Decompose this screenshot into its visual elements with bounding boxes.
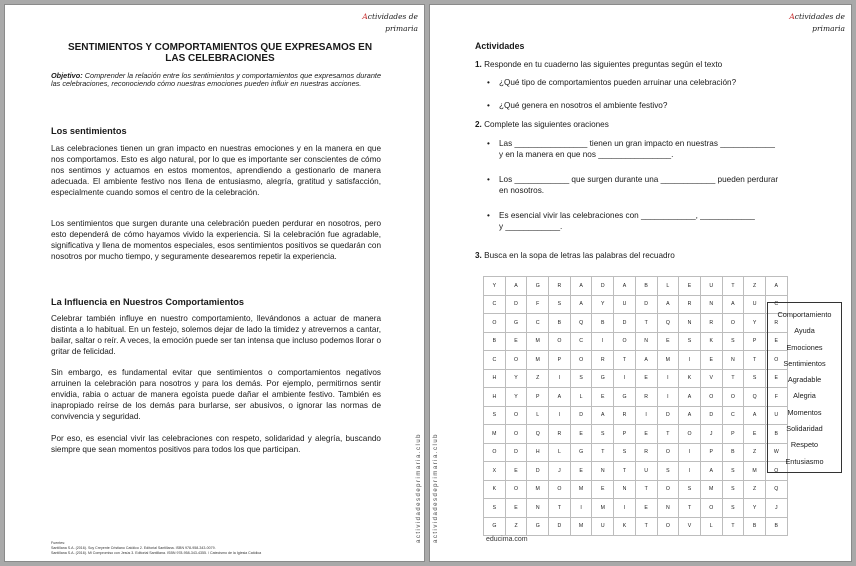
grid-cell: W	[765, 443, 787, 462]
grid-cell: T	[679, 499, 701, 518]
grid-cell: P	[700, 443, 722, 462]
grid-cell: V	[679, 517, 701, 536]
grid-cell: L	[700, 517, 722, 536]
grid-cell: H	[484, 369, 506, 388]
grid-cell: B	[765, 517, 787, 536]
grid-cell: Q	[657, 314, 679, 333]
brand-line-1: Actividades de	[789, 12, 845, 21]
word-search-grid	[483, 276, 788, 536]
word-list	[768, 303, 841, 470]
grid-cell: A	[765, 277, 787, 296]
grid-cell: O	[570, 351, 592, 370]
grid-cell: O	[614, 332, 636, 351]
grid-cell: O	[765, 351, 787, 370]
grid-cell: O	[505, 480, 527, 499]
grid-cell: K	[614, 517, 636, 536]
grid-source-label: educima.com	[486, 536, 528, 543]
grid-cell: E	[505, 332, 527, 351]
grid-cell: M	[657, 351, 679, 370]
grid-cell: S	[484, 499, 506, 518]
grid-cell: T	[635, 480, 657, 499]
question-2-item-continuation: y ____________.	[499, 222, 563, 231]
brand-line-2: primaria	[385, 24, 418, 33]
grid-cell: A	[679, 406, 701, 425]
grid-cell: O	[700, 499, 722, 518]
grid-cell: Q	[765, 480, 787, 499]
word-list-item: Comportamiento	[777, 310, 832, 319]
grid-cell: E	[592, 480, 614, 499]
grid-cell: A	[700, 462, 722, 481]
grid-cell: N	[679, 314, 701, 333]
grid-cell: T	[614, 351, 636, 370]
grid-cell: B	[765, 425, 787, 444]
grid-cell: M	[700, 480, 722, 499]
grid-cell: E	[679, 277, 701, 296]
grid-cell: Z	[505, 517, 527, 536]
grid-cell: O	[765, 462, 787, 481]
grid-row	[484, 295, 788, 314]
grid-cell: A	[592, 406, 614, 425]
grid-cell: I	[549, 406, 571, 425]
grid-cell: R	[635, 388, 657, 407]
grid-cell: R	[549, 277, 571, 296]
grid-cell: D	[505, 443, 527, 462]
grid-cell: O	[722, 388, 744, 407]
grid-cell: F	[527, 295, 549, 314]
grid-cell: U	[614, 295, 636, 314]
grid-cell: R	[635, 443, 657, 462]
grid-cell: P	[722, 425, 744, 444]
grid-cell: Y	[744, 499, 766, 518]
question-3: 3. Busca en la sopa de letras las palabras del recuadro	[475, 251, 675, 260]
grid-cell: A	[614, 277, 636, 296]
grid-cell: O	[505, 406, 527, 425]
grid-cell: E	[635, 425, 657, 444]
grid-cell: T	[722, 517, 744, 536]
grid-cell: O	[505, 425, 527, 444]
grid-cell: A	[635, 351, 657, 370]
left-page	[4, 4, 425, 562]
word-list-box	[767, 302, 842, 473]
grid-cell: U	[744, 295, 766, 314]
grid-cell: Q	[570, 314, 592, 333]
right-page: Actividades de primaria actividadesdeprimaria.club Actividades 1. Responde en tu cuaderno las siguientes preguntas según el texto • ¿Qué tipo de comportamientos pueden arruinar una celebración? • ¿Qué genera en nosotros el ambiente festivo? 2. Complete las siguientes oraciones • Las ________________ tienen un gran impacto en nuestras ____________ y en la manera en que nos ________________. • Los ____________ que surgen durante una ____________ pueden perdurar en nosotros. • Es esencial vivir las celebraciones con ____________, ____________ y ____________. 3. Busca en la sopa de letras las palabras del recuadro Y A G R A D A B L E U T Z A C D F S A Y U D A R N A U C O G C B Q B D T Q N R O Y R B E M O C I O N E S K S P E C O M P O R T A M I E N T O H Y Z I S G I E I K V T S E H Y P A L E G R I A O O Q F S O L I D A R I D A D C A U M O Q R E S P E T O J P E B O D H L G T S R O I P B Z W X E D J E N T U S I A S M O K O M O M E N T O S M S Z Q S E N T I M I E N T O S Y J G Z G D M U K T O V L T B B educima.com Comportamiento Ayuda Emociones Sentimientos Agradable Alegria Momentos Solidaridad Respeto Entusiasmo	[429, 4, 852, 562]
grid-cell: H	[484, 388, 506, 407]
grid-cell: G	[592, 369, 614, 388]
grid-cell: A	[505, 277, 527, 296]
grid-cell: A	[744, 406, 766, 425]
grid-cell: I	[657, 388, 679, 407]
grid-cell: O	[549, 480, 571, 499]
grid-cell: A	[549, 388, 571, 407]
grid-cell: I	[570, 499, 592, 518]
grid-cell: T	[657, 425, 679, 444]
grid-cell: I	[657, 369, 679, 388]
grid-cell: L	[527, 406, 549, 425]
grid-cell: R	[679, 295, 701, 314]
grid-cell: S	[722, 480, 744, 499]
objective	[51, 72, 381, 89]
grid-cell: S	[484, 406, 506, 425]
grid-row	[484, 314, 788, 333]
grid-cell: Y	[592, 295, 614, 314]
grid-cell: A	[657, 295, 679, 314]
grid-cell: I	[679, 351, 701, 370]
grid-cell: S	[722, 499, 744, 518]
word-list-item: Solidaridad	[786, 424, 823, 434]
objective-text: Comprender la relación entre los sentimientos y comportamientos que expresamos durante las celebraciones, reconociendo cómo nuestras emociones pueden influir en nuestras acciones.	[51, 71, 381, 89]
paragraph: Por eso, es esencial vivir las celebraciones con respeto, solidaridad y alegría, buscando siempre que sean momentos positivos para todos los que participan.	[51, 434, 381, 454]
grid-row	[484, 351, 788, 370]
grid-cell: D	[592, 277, 614, 296]
word-list-item: Momentos	[787, 407, 822, 417]
grid-row	[484, 499, 788, 518]
grid-row	[484, 388, 788, 407]
grid-row	[484, 443, 788, 462]
grid-cell: T	[722, 369, 744, 388]
grid-cell: O	[484, 314, 506, 333]
grid-cell: E	[570, 462, 592, 481]
grid-cell: U	[592, 517, 614, 536]
grid-cell: P	[614, 425, 636, 444]
grid-cell: G	[570, 443, 592, 462]
grid-cell: C	[527, 314, 549, 333]
grid-cell: M	[570, 517, 592, 536]
grid-row	[484, 369, 788, 388]
grid-cell: Y	[505, 369, 527, 388]
paragraph: Los sentimientos que surgen durante una celebración pueden perdurar en nosotros, pero esto dependerá de cómo hayamos vivido la experiencia. Si la celebración fue agradable, significativa y llena de momentos especiales, esos sentimientos positivos se quedarán con nosotros por mucho tiempo, y seguramente desearemos repetir la experiencia.	[51, 219, 381, 261]
grid-cell: G	[527, 277, 549, 296]
grid-cell: E	[635, 499, 657, 518]
grid-cell: E	[744, 425, 766, 444]
grid-cell: C	[484, 295, 506, 314]
grid-cell: F	[765, 388, 787, 407]
grid-cell: E	[570, 425, 592, 444]
brand-logo	[785, 11, 845, 35]
brand-line-2: primaria	[812, 24, 845, 33]
question-2-item-continuation: en nosotros.	[499, 186, 545, 195]
grid-cell: E	[505, 462, 527, 481]
grid-cell: M	[527, 351, 549, 370]
document-title: SENTIMIENTOS Y COMPORTAMIENTOS QUE EXPRESAMOS EN LAS CELEBRACIONES	[67, 42, 373, 64]
grid-cell: G	[614, 388, 636, 407]
grid-cell: P	[527, 388, 549, 407]
grid-cell: S	[614, 443, 636, 462]
grid-cell: T	[744, 351, 766, 370]
word-list-item: Entusiasmo	[785, 456, 824, 466]
grid-cell: E	[700, 351, 722, 370]
grid-cell: E	[765, 332, 787, 351]
grid-cell: S	[679, 332, 701, 351]
grid-cell: O	[657, 443, 679, 462]
grid-cell: I	[592, 332, 614, 351]
grid-cell: D	[549, 517, 571, 536]
vertical-site-text: actividadesdeprimaria.club	[433, 432, 440, 544]
source-line: Santillana S.A. (2016). Soy Creyente Cristiano Católico 2. Editorial Santillana. ISBN 978-958-343-0079.	[51, 546, 216, 550]
grid-cell: O	[722, 314, 744, 333]
grid-cell: L	[549, 443, 571, 462]
grid-cell: N	[527, 499, 549, 518]
grid-cell: N	[592, 462, 614, 481]
grid-cell: Q	[744, 388, 766, 407]
grid-cell: D	[657, 406, 679, 425]
grid-cell: S	[592, 425, 614, 444]
grid-cell: M	[527, 332, 549, 351]
grid-cell: S	[657, 462, 679, 481]
grid-cell: N	[700, 295, 722, 314]
grid-cell: U	[765, 406, 787, 425]
grid-cell: S	[570, 369, 592, 388]
grid-cell: D	[700, 406, 722, 425]
brand-line-1: Actividades de	[362, 12, 418, 21]
grid-cell: B	[744, 517, 766, 536]
grid-row	[484, 406, 788, 425]
grid-cell: O	[679, 425, 701, 444]
paragraph: Sin embargo, es fundamental evitar que sentimientos o comportamientos negativos arruinen la celebración para nosotros y para los demás. Por ejemplo, permitirnos sentir envidia, rabia o actuar de manera egoísta puede dañar el ambiente festivo. También es inapropiado reírse de los demás para burlarse, ser abusivos, o ignorar las normas de convivencia y seguridad.	[51, 368, 381, 421]
paragraph: Celebrar también influye en nuestro comportamiento, llevándonos a actuar de manera distinta a lo habitual. En un festejo, solemos dejar de lado la timidez y atrevernos a cantar, bailar, saltar o reír. A veces, la emoción puede ser tan intensa que incluso podemos llorar o gritar de felicidad.	[51, 314, 381, 356]
grid-cell: V	[700, 369, 722, 388]
grid-cell: E	[765, 369, 787, 388]
grid-cell: R	[549, 425, 571, 444]
paragraph: Las celebraciones tienen un gran impacto en nuestras emociones y en la manera en que nos comportamos. Esto es algo natural, por lo que es importante ser conscientes de cómo nos sentimos y actuamos en estos momentos, aprendiendo a gestionarlo de manera adecuada. El ambiente festivo nos llena de entusiasmo, alegría, gratitud y satisfacción, especialmente cuando somos el centro de la celebración.	[51, 144, 381, 197]
grid-cell: C	[484, 351, 506, 370]
grid-cell: A	[679, 388, 701, 407]
grid-cell: B	[635, 277, 657, 296]
grid-cell: M	[484, 425, 506, 444]
grid-cell: B	[549, 314, 571, 333]
grid-cell: R	[765, 314, 787, 333]
grid-cell: I	[679, 462, 701, 481]
grid-cell: O	[700, 388, 722, 407]
grid-cell: R	[614, 406, 636, 425]
grid-cell: G	[527, 517, 549, 536]
grid-cell: O	[505, 351, 527, 370]
word-list-item: Emociones	[786, 342, 823, 352]
grid-cell: O	[549, 332, 571, 351]
objective-label: Objetivo:	[51, 71, 83, 80]
grid-row	[484, 480, 788, 499]
grid-cell: B	[592, 314, 614, 333]
grid-cell: C	[765, 295, 787, 314]
grid-cell: D	[635, 295, 657, 314]
question-1: 1. Responde en tu cuaderno las siguientes preguntas según el texto	[475, 60, 723, 69]
grid-cell: U	[700, 277, 722, 296]
grid-cell: L	[570, 388, 592, 407]
grid-cell: B	[484, 332, 506, 351]
grid-cell: C	[722, 406, 744, 425]
grid-cell: J	[549, 462, 571, 481]
grid-cell: I	[614, 499, 636, 518]
grid-cell: O	[657, 480, 679, 499]
grid-cell: Z	[744, 480, 766, 499]
sources-footnote	[51, 541, 381, 556]
grid-cell: O	[657, 517, 679, 536]
vertical-site-text: actividadesdeprimaria.club	[416, 432, 423, 544]
grid-cell: O	[484, 443, 506, 462]
grid-cell: I	[549, 369, 571, 388]
grid-cell: I	[614, 369, 636, 388]
grid-cell: M	[592, 499, 614, 518]
grid-cell: S	[549, 295, 571, 314]
grid-cell: A	[722, 295, 744, 314]
grid-cell: Y	[484, 277, 506, 296]
grid-cell: A	[570, 277, 592, 296]
word-list-item: Ayuda	[794, 326, 815, 336]
grid-cell: S	[722, 462, 744, 481]
question-2: 2. Complete las siguientes oraciones	[475, 120, 609, 129]
grid-cell: K	[700, 332, 722, 351]
grid-cell: M	[527, 480, 549, 499]
source-line: Santillana S.A. (2016). Mi Compromiso con Jesús 3. Editorial Santillana. ISBN 978-958-343-4355. / Catecismo de la Iglesia Católica	[51, 551, 262, 555]
grid-row	[484, 332, 788, 351]
grid-cell: I	[679, 443, 701, 462]
grid-cell: E	[592, 388, 614, 407]
grid-cell: E	[635, 369, 657, 388]
grid-cell: H	[527, 443, 549, 462]
grid-cell: T	[722, 277, 744, 296]
grid-cell: T	[635, 314, 657, 333]
grid-cell: G	[505, 314, 527, 333]
grid-cell: E	[657, 332, 679, 351]
sources-label: Fuentes:	[51, 541, 65, 545]
grid-cell: G	[484, 517, 506, 536]
grid-cell: Z	[744, 443, 766, 462]
grid-row	[484, 517, 788, 536]
grid-cell: R	[592, 351, 614, 370]
section-heading-sentimientos: Los sentimientos	[51, 126, 127, 136]
grid-cell: P	[744, 332, 766, 351]
grid-row	[484, 462, 788, 481]
grid-cell: T	[614, 462, 636, 481]
grid-cell: Y	[744, 314, 766, 333]
grid-row	[484, 425, 788, 444]
grid-cell: N	[722, 351, 744, 370]
activities-title: Actividades	[475, 41, 525, 51]
grid-cell: D	[570, 406, 592, 425]
grid-cell: N	[657, 499, 679, 518]
grid-cell: B	[722, 443, 744, 462]
grid-cell: K	[484, 480, 506, 499]
word-list-item: Alegria	[793, 391, 816, 401]
question-2-item-continuation: y en la manera en que nos ________________.	[499, 150, 674, 159]
grid-row	[484, 277, 788, 296]
grid-cell: X	[484, 462, 506, 481]
brand-logo	[358, 11, 418, 35]
word-list-item: Agradable	[787, 375, 822, 385]
grid-cell: J	[765, 499, 787, 518]
grid-cell: K	[679, 369, 701, 388]
grid-cell: D	[614, 314, 636, 333]
grid-cell: U	[635, 462, 657, 481]
grid-cell: M	[744, 462, 766, 481]
grid-cell: Q	[527, 425, 549, 444]
grid-cell: P	[549, 351, 571, 370]
grid-cell: D	[527, 462, 549, 481]
grid-cell: Z	[527, 369, 549, 388]
section-heading-influencia: La Influencia en Nuestros Comportamientos	[51, 297, 244, 307]
grid-cell: D	[505, 295, 527, 314]
grid-cell: T	[549, 499, 571, 518]
grid-cell: T	[592, 443, 614, 462]
grid-cell: N	[614, 480, 636, 499]
grid-cell: L	[657, 277, 679, 296]
grid-cell: A	[570, 295, 592, 314]
grid-cell: S	[744, 369, 766, 388]
grid-cell: M	[570, 480, 592, 499]
grid-cell: J	[700, 425, 722, 444]
grid-cell: Z	[744, 277, 766, 296]
grid-cell: R	[700, 314, 722, 333]
grid-cell: I	[635, 406, 657, 425]
word-list-item: Sentimientos	[783, 358, 826, 368]
grid-cell: Y	[505, 388, 527, 407]
grid-cell: E	[505, 499, 527, 518]
grid-cell: T	[635, 517, 657, 536]
grid-cell: N	[635, 332, 657, 351]
grid-cell: C	[570, 332, 592, 351]
grid-cell: S	[679, 480, 701, 499]
grid-cell: S	[722, 332, 744, 351]
word-list-item: Respeto	[790, 440, 819, 450]
